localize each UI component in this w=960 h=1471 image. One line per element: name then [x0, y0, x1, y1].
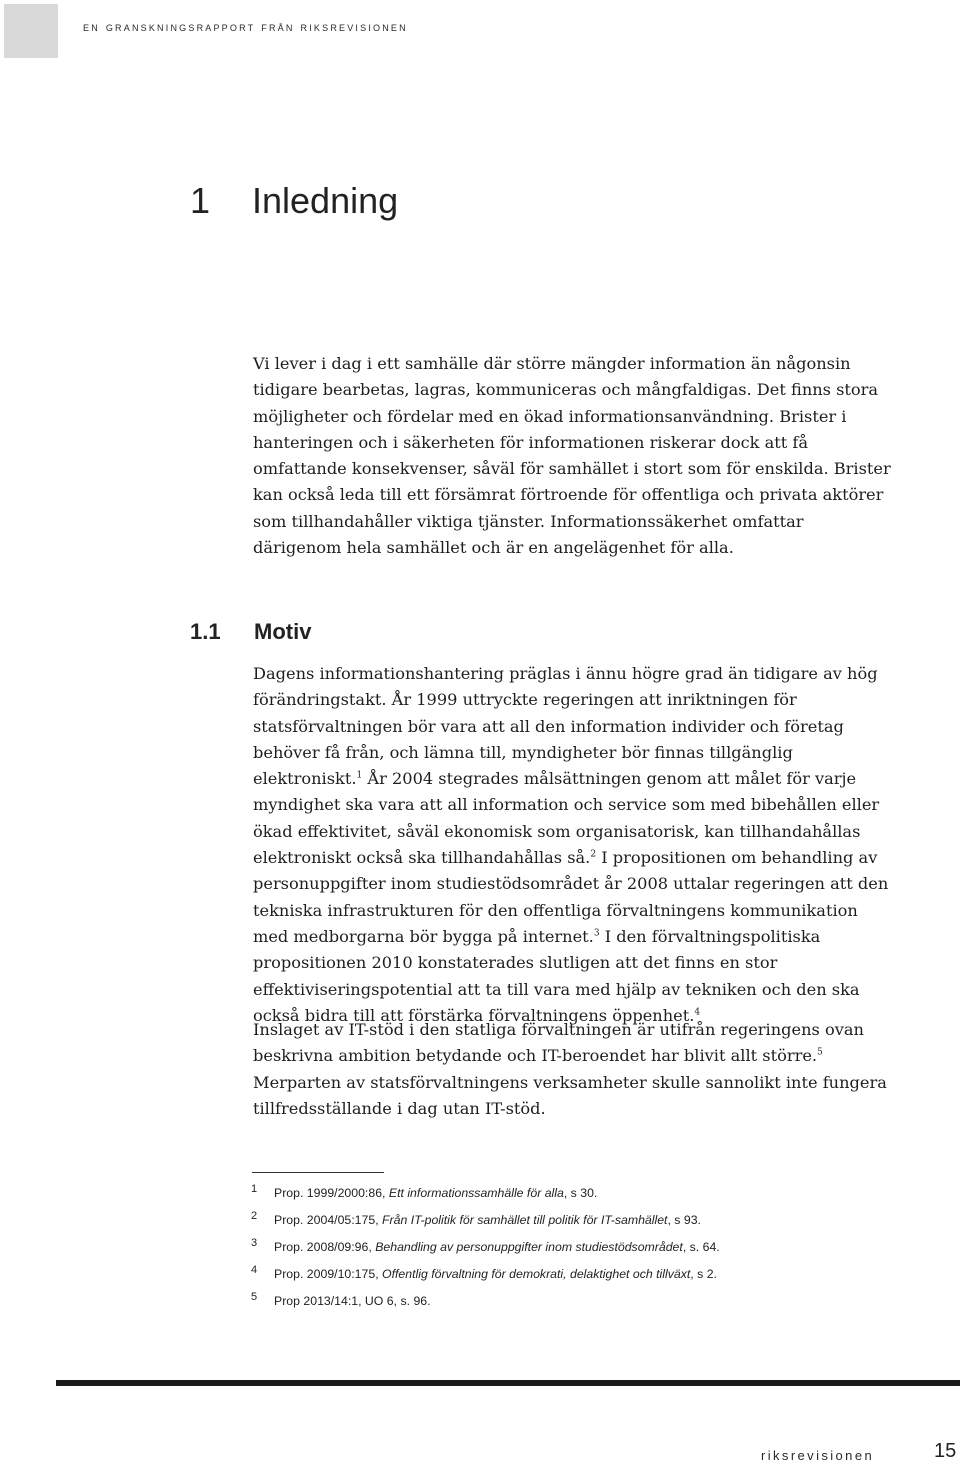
footer-rule — [56, 1380, 960, 1386]
section-title: Motiv — [254, 619, 312, 644]
paragraph-text-run: År 2004 stegrades målsättningen genom att målet för varje myndighet ska vara att all information och service som med bibehållen eller ökad effektivitet, såväl ekonomisk som organisatorisk, kan tillhandahållas elektroniskt också ska tillhandahållas så. — [253, 769, 880, 868]
footnote-reference[interactable]: 3 — [593, 928, 600, 939]
footnote-reference[interactable]: 4 — [694, 1007, 701, 1018]
footnote-title: Offentlig förvaltning för demokrati, delaktighet och tillväxt — [382, 1267, 691, 1281]
footnote-source: Prop 2013/14:1, UO 6, s. 96. — [274, 1294, 431, 1308]
section-paragraph-1 — [253, 661, 893, 1029]
footnote-divider — [252, 1172, 384, 1173]
footnote-number: 5 — [251, 1291, 258, 1303]
footnote-title: Ett informationssamhälle för alla — [388, 1186, 564, 1200]
footer-label: riksrevisionen — [761, 1448, 875, 1463]
footnote-text — [274, 1267, 717, 1281]
footnote-reference[interactable]: 2 — [590, 849, 597, 860]
footnote-text — [274, 1240, 720, 1254]
footnote-text — [274, 1186, 597, 1200]
footnote-number: 4 — [251, 1264, 258, 1276]
footnote-number: 1 — [251, 1183, 258, 1195]
footnote-source: Prop. 1999/2000:86, — [274, 1186, 389, 1200]
footnote-page: , s 93. — [667, 1213, 701, 1227]
footnote-reference[interactable]: 5 — [817, 1047, 823, 1058]
footnote-source: Prop. 2009/10:175, — [274, 1267, 383, 1281]
footnote-text — [274, 1213, 701, 1227]
footnote-text — [274, 1294, 431, 1308]
footnotes — [0, 1183, 960, 1318]
paragraph-text-run: I den förvaltningspolitiska propositionen 2010 konstaterades slutligen att det finns en stor effektiviseringspotential att ta till vara med hjälp av tekniken och den ska också bidra till att förstärka förvaltningens öppenhet. — [253, 926, 860, 1025]
section-paragraph-2 — [253, 1017, 893, 1122]
footnote-item — [0, 1237, 960, 1264]
footnote-item — [0, 1291, 960, 1318]
footnote-source: Prop. 2004/05:175, — [274, 1213, 383, 1227]
footnote-source: Prop. 2008/09:96, — [274, 1240, 376, 1254]
footnote-number: 3 — [251, 1237, 258, 1249]
footnote-item — [0, 1183, 960, 1210]
paragraph-text-run: Dagens informationshantering präglas i ännu högre grad än tidigare av hög förändringstakt. År 1999 uttryckte regeringen att inriktningen för statsförvaltningen bör vara att all den information individer och företag behöver få från, och lämna till, myndigheter bör finnas tillgänglig elektroniskt. — [253, 664, 878, 789]
footnote-item — [0, 1210, 960, 1237]
footnote-title: Från IT-politik för samhället till politik för IT-samhället — [382, 1213, 668, 1227]
page-number: 15 — [934, 1440, 957, 1462]
chapter-title: Inledning — [252, 180, 399, 221]
footnote-page: , s 2. — [690, 1267, 717, 1281]
footnote-number: 2 — [251, 1210, 258, 1222]
footnote-title: Behandling av personuppgifter inom studiestödsområdet — [375, 1240, 683, 1254]
running-header: en granskningsrapport från riksrevisionen — [83, 19, 408, 34]
header-gray-square — [4, 4, 58, 58]
footnote-reference[interactable]: 1 — [356, 770, 363, 781]
footnote-page: , s 30. — [563, 1186, 598, 1200]
paragraph-text-run: I propositionen om behandling av personuppgifter inom studiestödsområdet år 2008 uttalar regeringen att den tekniska infrastrukturen för den offentliga förvaltningens kommunikation med medborgarna bör bygga på internet. — [253, 848, 889, 946]
footnote-page: , s. 64. — [682, 1240, 720, 1254]
chapter-number: 1 — [190, 180, 211, 221]
section-number: 1.1 — [190, 619, 221, 644]
intro-paragraph: Vi lever i dag i ett samhälle där större mängder information än någonsin tidigare bearbetas, lagras, kommuniceras och mångfaldigas. Det finns stora möjligheter och fördelar med en ökad informationsanvändning. Brister i hanteringen och i säkerheten för informationen riskerar dock att få omfattande konsekvenser, såväl för samhället i stort som för enskilda. Brister kan också leda till ett försämrat förtroende för offentliga och privata aktörer som tillhandahåller viktiga tjänster. Informationssäkerhet omfattar därigenom hela samhället och är en angelägenhet för alla. — [253, 354, 891, 558]
paragraph-text-run: Inslaget av IT-stöd i den statliga förvaltningen är utifrån regeringens ovan beskrivna ambition betydande och IT-beroendet har blivit allt större. — [253, 1020, 864, 1066]
paragraph-text-run: Merparten av statsförvaltningens verksamheter skulle sannolikt inte fungera tillfredsställande i dag utan IT-stöd. — [253, 1072, 887, 1118]
footnote-item — [0, 1264, 960, 1291]
